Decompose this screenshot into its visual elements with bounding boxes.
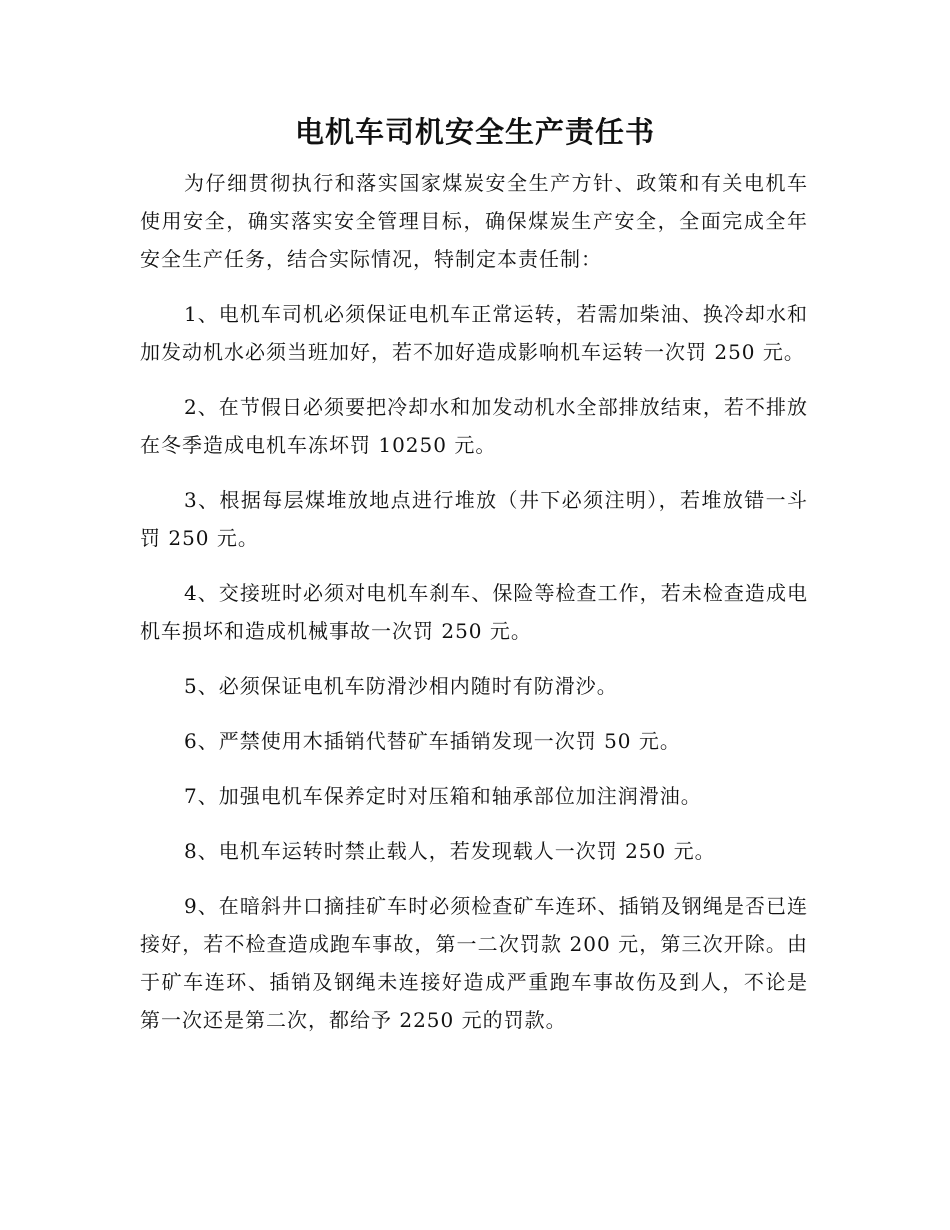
clause-5: 5、必须保证电机车防滑沙相内随时有防滑沙。 xyxy=(184,674,618,698)
intro-paragraph: 为仔细贯彻执行和落实国家煤炭安全生产方针、政策和有关电机车使用安全，确实落实安全管理目标，确保煤炭生产安全，全面完成全年安全生产任务，结合实际情况，特制定本责任制： xyxy=(140,171,808,271)
clause-8: 8、电机车运转时禁止载人，若发现载人一次罚 250 元。 xyxy=(184,839,716,863)
document-body xyxy=(140,164,808,1056)
document-title: 电机车司机安全生产责任书 xyxy=(294,115,655,149)
clause-7: 7、加强电机车保养定时对压箱和轴承部位加注润滑油。 xyxy=(184,784,702,808)
clause-6: 6、严禁使用木插销代替矿车插销发现一次罚 50 元。 xyxy=(184,729,681,753)
clause-1: 1、电机车司机必须保证电机车正常运转，若需加柴油、换冷却水和加发动机水必须当班加好，若不加好造成影响机车运转一次罚 250 元。 xyxy=(140,302,808,364)
clause-4: 4、交接班时必须对电机车刹车、保险等检查工作，若未检查造成电机车损坏和造成机械事故一次罚 250 元。 xyxy=(140,581,808,643)
clause-2: 2、在节假日必须要把冷却水和加发动机水全部排放结束，若不排放在冬季造成电机车冻坏罚 10250 元。 xyxy=(140,395,808,457)
clause-9: 9、在暗斜井口摘挂矿车时必须检查矿车连环、插销及钢绳是否已连接好，若不检查造成跑车事故，第一二次罚款 200 元，第三次开除。由于矿车连环、插销及钢绳未连接好造成严重跑车事故伤及到人，不论是第一次还是第二次，都给予 2250 元的罚款。 xyxy=(140,894,808,1032)
clause-3: 3、根据每层煤堆放地点进行堆放（井下必须注明），若堆放错一斗罚 250 元。 xyxy=(140,488,808,550)
